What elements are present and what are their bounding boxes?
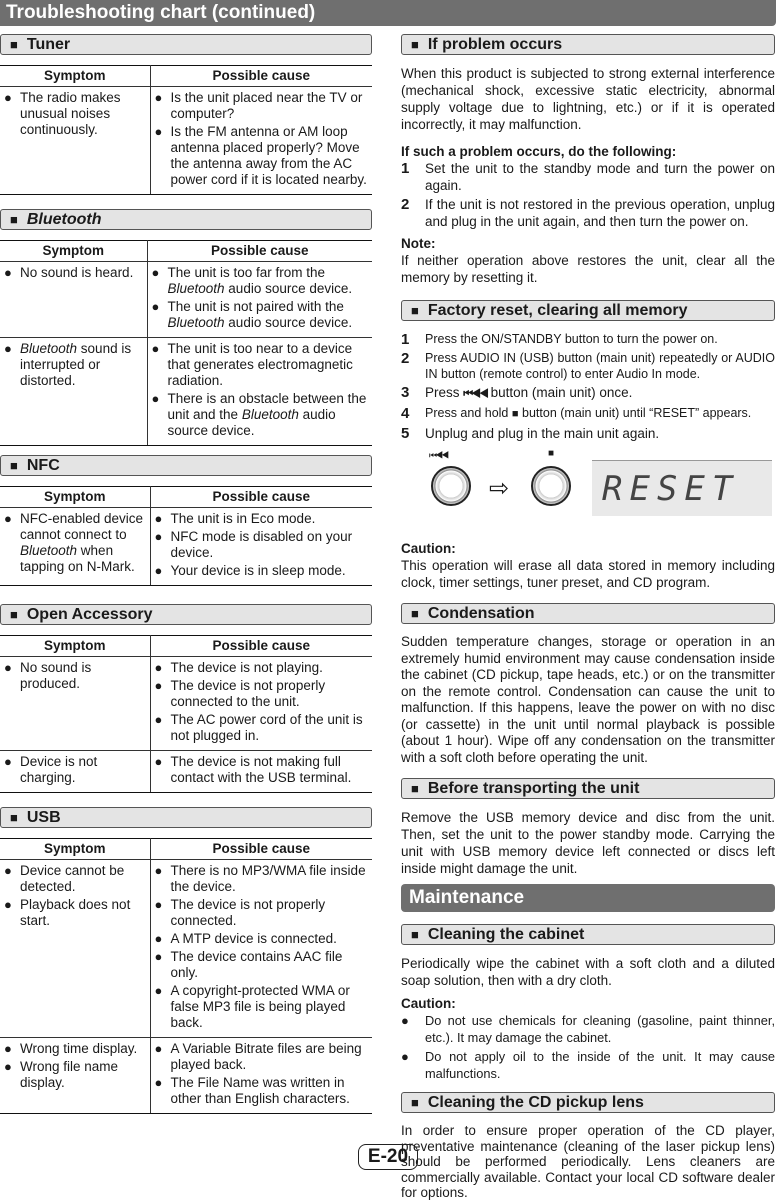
cause-item: ● The device is not playing. — [154, 660, 323, 675]
symptom-item: ● The radio makes unusual noises continuously. — [4, 90, 121, 137]
symptom-cell — [0, 338, 147, 446]
cause-header: Possible cause — [147, 241, 372, 262]
symptom-item: ● Bluetooth sound is interrupted or distorted. — [4, 341, 132, 388]
usb-table — [0, 838, 372, 1114]
cause-header: Possible cause — [150, 66, 372, 87]
reset-step: 1 Press the ON/STANDBY button to turn the power on. — [401, 331, 718, 348]
cause-cell — [147, 338, 372, 446]
cause-cell — [150, 508, 372, 586]
cause-item: ● The device contains AAC file only. — [154, 949, 343, 980]
table-row — [0, 508, 372, 586]
cause-header: Possible cause — [150, 636, 372, 657]
section-square-icon: ■ — [411, 37, 419, 52]
symptom-item: ● Device is not charging. — [4, 754, 98, 785]
cause-item: ● The File Name was written in other than English characters. — [154, 1075, 350, 1106]
symptom-item: ● NFC-enabled device cannot connect to Bluetooth when tapping on N-Mark. — [4, 511, 144, 574]
note-text: If neither operation above restores the unit, clear all the memory by resetting it. — [401, 253, 775, 285]
symptom-cell — [0, 751, 150, 793]
section-nfc-heading: ■ NFC — [0, 455, 372, 476]
cabinet-caution-item: ● Do not use chemicals for cleaning (gasoline, paint thinner, etc.). It may damage the cabinet. — [401, 1013, 775, 1045]
symptom-header: Symptom — [0, 241, 147, 262]
symptom-cell — [0, 262, 147, 338]
symptom-cell — [0, 508, 150, 586]
section-cd-lens-heading: ■ Cleaning the CD pickup lens — [401, 1092, 775, 1113]
cause-cell — [150, 657, 372, 751]
table-row — [0, 1038, 372, 1114]
cause-item: ● The device is not properly connected. — [154, 897, 326, 928]
cause-cell — [150, 87, 372, 195]
reset-step: 5 Unplug and plug in the main unit again. — [401, 425, 660, 442]
section-square-icon: ■ — [10, 607, 18, 622]
symptom-item: ● Playback does not start. — [4, 897, 131, 928]
left-column — [0, 34, 372, 1114]
cause-item: ● The unit is in Eco mode. — [154, 511, 316, 526]
lcd-display: RESET — [592, 460, 772, 516]
cause-item: ● The unit is not paired with the Bluetooth audio source device. — [151, 299, 353, 330]
cause-item: ● A copyright-protected WMA or false MP3 file is being played back. — [154, 983, 350, 1030]
symptom-header: Symptom — [0, 636, 150, 657]
cause-item: ● The AC power cord of the unit is not plugged in. — [154, 712, 363, 743]
reset-step: 2 Press AUDIO IN (USB) button (main unit) repeatedly or AUDIO IN button (remote control) to enter Audio In mode. — [401, 350, 775, 381]
symptom-item: ● Wrong time display. — [4, 1041, 138, 1056]
section-square-icon: ■ — [10, 37, 18, 52]
stop-button — [531, 466, 571, 506]
section-if-problem-heading: ■ If problem occurs — [401, 34, 775, 55]
cause-item: ● Is the FM antenna or AM loop antenna placed properly? Move the antenna away from the AC power cord if it is located nearby. — [154, 124, 367, 187]
stop-icon: ■ — [548, 448, 555, 459]
symptom-cell — [0, 860, 150, 1038]
cause-cell — [150, 860, 372, 1038]
cause-header: Possible cause — [150, 839, 372, 860]
section-bluetooth-heading: ■ Bluetooth — [0, 209, 372, 230]
table-row — [0, 657, 372, 751]
section-factory-reset-heading: ■ Factory reset, clearing all memory — [401, 300, 775, 321]
section-square-icon: ■ — [411, 927, 419, 942]
table-row — [0, 262, 372, 338]
table-row — [0, 87, 372, 195]
symptom-item: ● No sound is produced. — [4, 660, 92, 691]
skip-back-icon: ⏮◀◀ — [429, 450, 448, 460]
caution-text: This operation will erase all data stored in memory including clock, timer settings, tuner preset, and CD program. — [401, 558, 775, 590]
maintenance-header: Maintenance — [401, 884, 775, 912]
stop-icon: ■ — [511, 408, 519, 420]
nfc-table — [0, 486, 372, 586]
cabinet-text: Periodically wipe the cabinet with a soft cloth and a diluted soap solution, then with a dry cloth. — [401, 956, 775, 988]
if-problem-lead: If such a problem occurs, do the following: — [401, 144, 677, 159]
section-square-icon: ■ — [10, 810, 18, 825]
symptom-cell — [0, 657, 150, 751]
symptom-cell — [0, 1038, 150, 1114]
if-problem-step: 1 Set the unit to the standby mode and turn the power on again. — [401, 160, 775, 193]
cause-item: ● There is an obstacle between the unit and the Bluetooth audio source device. — [151, 391, 367, 438]
right-column — [401, 34, 775, 1201]
section-tuner-heading: ■ Tuner — [0, 34, 372, 55]
cause-item: ● The device is not making full contact with the USB terminal. — [154, 754, 352, 785]
if-problem-step: 2 If the unit is not restored in the previous operation, unplug and plug in the unit again, and then turn the power on. — [401, 196, 775, 229]
section-condensation-heading: ■ Condensation — [401, 603, 775, 624]
skip-back-button — [431, 466, 471, 506]
reset-step: 3 Press ⏮◀◀ button (main unit) once. — [401, 384, 633, 401]
caution-label: Caution: — [401, 541, 456, 556]
section-usb-heading: ■ USB — [0, 807, 372, 828]
cause-item: ● There is no MP3/WMA file inside the device. — [154, 863, 366, 894]
note-label: Note: — [401, 236, 436, 251]
skip-back-icon: ⏮◀◀ — [463, 388, 487, 400]
cause-cell — [147, 262, 372, 338]
tuner-table — [0, 65, 372, 195]
condensation-text: Sudden temperature changes, storage or operation in an extremely humid environment may cause condensation inside the cabinet (CD pickup, tape heads, etc.) or on the transmitter on the remote control. Condensation can cause the unit to malfunction. If this happens, leave the power on with no disc (or cassette) in the unit until normal playback is possible (about 1 hour). Wipe off any condensation on the transmitter with a soft cloth before operating the unit. — [401, 634, 775, 765]
section-square-icon: ■ — [10, 458, 18, 473]
cause-item: ● The unit is too far from the Bluetooth audio source device. — [151, 265, 353, 296]
reset-step: 4 Press and hold ■ button (main unit) until “RESET” appears. — [401, 405, 752, 422]
section-open-accessory-heading: ■ Open Accessory — [0, 604, 372, 625]
cause-item: ● A Variable Bitrate files are being played back. — [154, 1041, 362, 1072]
symptom-header: Symptom — [0, 66, 150, 87]
bluetooth-table — [0, 240, 372, 446]
symptom-item: ● Device cannot be detected. — [4, 863, 125, 894]
section-cabinet-heading: ■ Cleaning the cabinet — [401, 924, 775, 945]
cause-header: Possible cause — [150, 487, 372, 508]
reset-illustration — [401, 450, 775, 530]
cause-item: ● Is the unit placed near the TV or computer? — [154, 90, 363, 121]
cause-cell — [150, 1038, 372, 1114]
open-accessory-table — [0, 635, 372, 793]
section-square-icon: ■ — [10, 212, 18, 227]
symptom-header: Symptom — [0, 839, 150, 860]
section-square-icon: ■ — [411, 606, 419, 621]
table-row — [0, 860, 372, 1038]
cause-item: ● A MTP device is connected. — [154, 931, 337, 946]
cause-item: ● The device is not properly connected to the unit. — [154, 678, 326, 709]
symptom-header: Symptom — [0, 487, 150, 508]
arrow-right-icon: ⇨ — [489, 475, 510, 502]
section-square-icon: ■ — [411, 303, 419, 318]
cabinet-caution-label: Caution: — [401, 996, 456, 1011]
symptom-item: ● No sound is heard. — [4, 265, 134, 280]
section-square-icon: ■ — [411, 1095, 419, 1110]
section-square-icon: ■ — [411, 781, 419, 796]
cause-item: ● Your device is in sleep mode. — [154, 563, 346, 578]
transport-text: Remove the USB memory device and disc from the unit. Then, set the unit to the power standby mode. Carrying the unit with USB memory device left connected or discs left inside might damage the unit. — [401, 810, 775, 876]
page-header: Troubleshooting chart (continued) — [0, 0, 776, 26]
cabinet-caution-item: ● Do not apply oil to the inside of the unit. It may cause malfunctions. — [401, 1049, 775, 1081]
table-row — [0, 338, 372, 446]
page-number: E-20 — [358, 1144, 418, 1170]
cause-cell — [150, 751, 372, 793]
if-problem-intro: When this product is subjected to strong external interference (mechanical shock, excessive static electricity, abnormal supply voltage due to lightning, etc.) or if it is operated incorrectly, it may malfunction. — [401, 66, 775, 132]
table-row — [0, 751, 372, 793]
section-transport-heading: ■ Before transporting the unit — [401, 778, 775, 799]
cd-lens-text: In order to ensure proper operation of the CD player, preventative maintenance (cleaning of the laser pickup lens) should be performed periodically. Lens cleaners are commercially available. Contact your local CD software dealer for options. — [401, 1123, 775, 1200]
symptom-item: ● Wrong file name display. — [4, 1059, 119, 1090]
cause-item: ● NFC mode is disabled on your device. — [154, 529, 353, 560]
symptom-cell — [0, 87, 150, 195]
cause-item: ● The unit is too near to a device that generates electromagnetic radiation. — [151, 341, 353, 388]
